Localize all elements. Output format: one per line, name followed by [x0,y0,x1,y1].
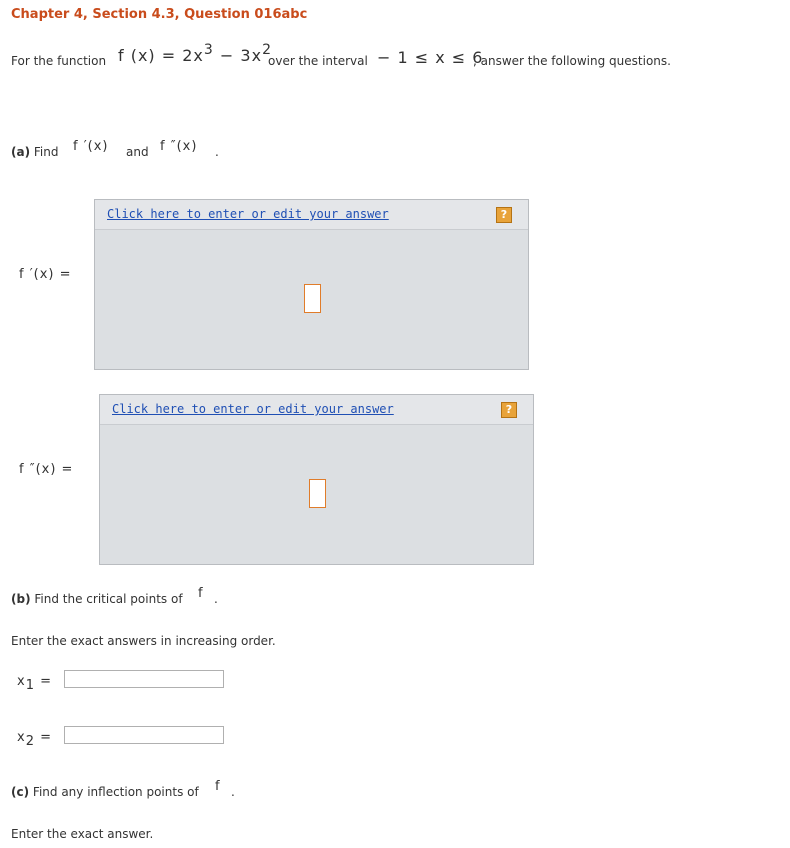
enter-answer-link[interactable]: Click here to enter or edit your answer [107,207,389,221]
part-a-and: and [126,145,149,159]
part-a-label: (a) [11,145,31,159]
intro-prefix: For the function [11,54,107,68]
part-c-period: . [231,785,235,799]
part-c-instruction: Enter the exact answer. [11,827,154,841]
empty-answer-placeholder[interactable] [309,479,326,508]
part-a-period: . [215,145,219,159]
question-title: Chapter 4, Section 4.3, Question 016abc [11,7,308,22]
f-double-prime-equals: f ″(x) = [19,462,74,477]
x1-label: $x_1$ = [17,674,53,693]
answer-box-header [95,200,528,230]
f-prime-symbol: f ′(x) [73,139,109,154]
part-b-text: Find the critical points of [34,592,183,606]
x1-input[interactable] [64,670,224,688]
part-b-f-symbol: f [198,586,204,601]
x2-label: $x_2$ = [17,730,53,749]
f-prime-equals: f ′(x) = [19,267,72,282]
intro-mid: over the interval [268,54,368,68]
part-b-label: (b) [11,592,31,606]
part-c-f-symbol: f [215,779,221,794]
part-c-label: (c) [11,785,30,799]
part-c-text: Find any inflection points of [32,785,199,799]
function-lhs: f (x) = 2x [118,46,204,65]
help-icon[interactable]: ? [496,207,512,223]
intro-suffix: , answer the following questions. [473,54,671,68]
x2-input[interactable] [64,726,224,744]
part-b-instruction: Enter the exact answers in increasing order. [11,634,276,648]
interval: − 1 ≤ x ≤ 6 [377,48,484,67]
part-a-heading [11,145,59,159]
enter-answer-link[interactable]: Click here to enter or edit your answer [112,402,394,416]
function-minus-term: − 3x [213,46,263,65]
part-c-heading [11,785,199,799]
answer-box-header [100,395,533,425]
exponent-3: 3 [203,42,214,58]
f-double-prime-symbol: f ″(x) [160,139,198,154]
empty-answer-placeholder[interactable] [304,284,321,313]
f-prime-answer-box[interactable] [94,199,529,370]
function-definition [118,42,272,65]
help-icon[interactable]: ? [501,402,517,418]
f-double-prime-answer-box[interactable] [99,394,534,565]
part-b-period: . [214,592,218,606]
part-b-heading [11,592,183,606]
part-a-find: Find [33,145,59,159]
exponent-2: 2 [262,42,272,58]
